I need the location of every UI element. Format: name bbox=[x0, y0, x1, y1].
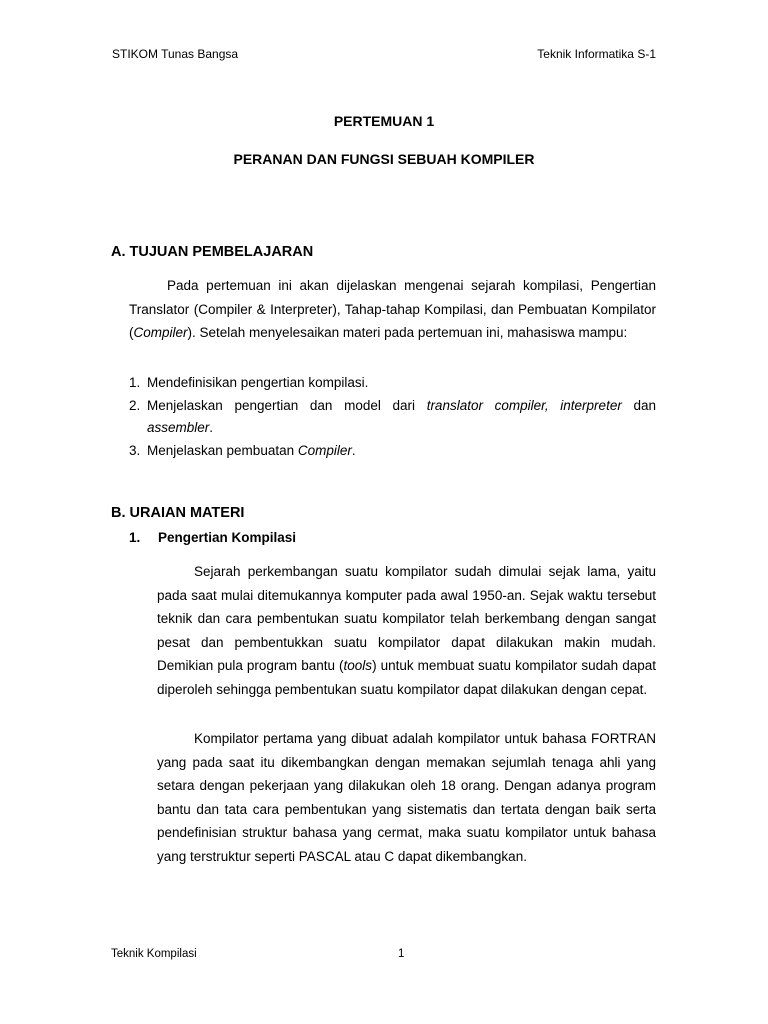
meeting-title: PERTEMUAN 1 bbox=[333, 113, 435, 129]
objectives-list bbox=[129, 372, 656, 462]
header-program: Teknik Informatika S-1 bbox=[537, 47, 656, 61]
list-item: 1. Mendefinisikan pengertian kompilasi. bbox=[129, 375, 369, 390]
section-b-heading: B. URAIAN MATERI bbox=[111, 505, 245, 521]
section-a-intro: Pada pertemuan ini akan dijelaskan mengenai sejarah kompilasi, Pengertian Translator (Compiler & Interpreter), Tahap-tahap Kompilasi, dan Pembuatan Kompilator (Compiler). Setelah menyelesaikan materi pada pertemuan ini, mahasiswa mampu: bbox=[129, 278, 656, 340]
section-a-heading: A. TUJUAN PEMBELAJARAN bbox=[111, 244, 314, 260]
list-item: 2. Menjelaskan pengertian dan model dari translator compiler, interpreter dan assembler. bbox=[129, 397, 657, 435]
footer-course: Teknik Kompilasi bbox=[111, 948, 197, 960]
subsection-heading: 1. Pengertian Kompilasi bbox=[129, 530, 297, 545]
page-number: 1 bbox=[398, 948, 405, 960]
list-item: 3. Menjelaskan pembuatan Compiler. bbox=[129, 442, 356, 458]
chapter-title: PERANAN DAN FUNGSI SEBUAH KOMPILER bbox=[233, 151, 535, 167]
fortran-paragraph: Kompilator pertama yang dibuat adalah kompilator untuk bahasa FORTRAN yang pada saat itu dikembangkan dengan memakan sejumlah tenaga ahli yang setara dengan pekerjaan yang dilakukan oleh 18 orang. Dengan adanya program bantu dan tata cara pembentukan yang sistematis dan tertata dengan baik serta pendefinisian struktur bahasa yang cermat, maka suatu kompilator untuk bahasa yang terstruktur seperti PASCAL atau C dapat dikembangkan. bbox=[157, 731, 656, 864]
history-paragraph: Sejarah perkembangan suatu kompilator sudah dimulai sejak lama, yaitu pada saat mulai ditemukannya komputer pada awal 1950-an. Sejak waktu tersebut teknik dan cara pembentukan suatu kompilator telah berkembang dengan sangat pesat dan pembentukkan suatu kompilator dapat dilakukan makin mudah. Demikian pula program bantu (tools) untuk membuat suatu kompilator sudah dapat diperoleh sehingga pembentukan suatu kompilator dapat dilakukan dengan cepat. bbox=[157, 564, 656, 697]
header-institution: STIKOM Tunas Bangsa bbox=[112, 47, 239, 61]
